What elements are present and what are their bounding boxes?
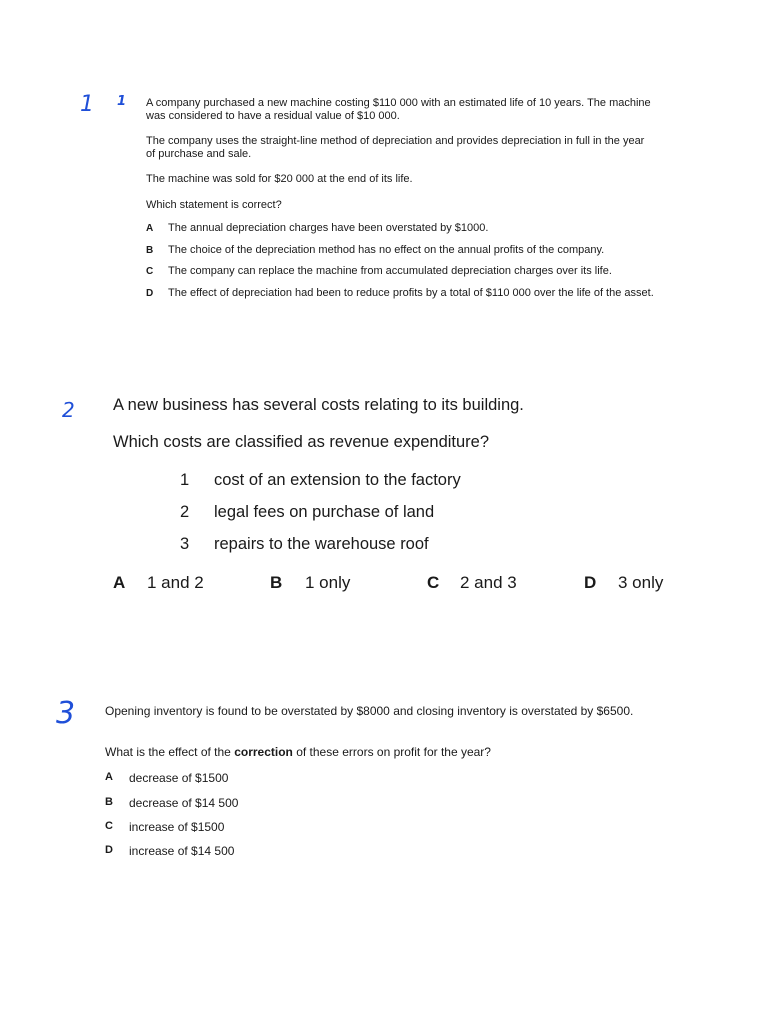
question-2-item-text: cost of an extension to the factory xyxy=(214,471,461,489)
handwritten-question-number: 2 xyxy=(62,398,75,422)
option-letter: A xyxy=(146,223,154,234)
answer-letter: A xyxy=(113,573,126,592)
item-number: 3 xyxy=(180,535,190,553)
question-3-intro: Opening inventory is found to be overstated by $8000 and closing inventory is overstated by $6500. xyxy=(105,704,634,718)
question-2-answer-a xyxy=(113,573,125,593)
option-letter: C xyxy=(146,266,154,277)
answer-letter: C xyxy=(427,573,440,592)
option-letter: C xyxy=(105,820,113,832)
question-2-intro: A new business has several costs relating to its building. xyxy=(113,396,524,414)
question-2-item xyxy=(180,535,189,554)
option-text: increase of $1500 xyxy=(129,820,225,834)
handwritten-question-number: 1 xyxy=(80,92,94,117)
option-text: increase of $14 500 xyxy=(129,844,235,858)
option-text: decrease of $1500 xyxy=(129,771,229,785)
prompt-start: What is the effect of the xyxy=(105,745,235,759)
question-2-item xyxy=(180,471,189,490)
question-1-sale: The machine was sold for $20 000 at the end of its life. xyxy=(146,173,413,185)
question-2-answer-c-text: 2 and 3 xyxy=(460,573,517,592)
item-number: 2 xyxy=(180,503,190,521)
answer-letter: B xyxy=(270,573,283,592)
option-letter: D xyxy=(105,844,113,856)
question-2-answer-d-text: 3 only xyxy=(618,573,664,592)
option-text: decrease of $14 500 xyxy=(129,796,239,810)
option-letter: A xyxy=(105,771,113,783)
question-1-intro: A company purchased a new machine costing $110 000 with an estimated life of 10 years. The machine was considered to have a residual value of $10 000. xyxy=(146,97,651,122)
question-3-prompt xyxy=(105,745,665,759)
option-letter: B xyxy=(105,796,113,808)
question-1-method: The company uses the straight-line method of depreciation and provides depreciation in full in the year of purchase and sale. xyxy=(146,135,645,160)
prompt-emphasis: correction xyxy=(234,745,293,759)
question-2-answer-a-text: 1 and 2 xyxy=(147,573,204,592)
question-2-answer-b xyxy=(270,573,282,593)
answer-letter: D xyxy=(584,573,597,592)
prompt-end: of these errors on profit for the year? xyxy=(292,745,491,759)
question-2-item xyxy=(180,503,189,522)
question-2-item-text: repairs to the warehouse roof xyxy=(214,535,429,553)
question-1-prompt: Which statement is correct? xyxy=(146,199,282,211)
option-letter: D xyxy=(146,288,154,299)
option-text: The company can replace the machine from accumulated depreciation charges over its life. xyxy=(168,265,612,277)
question-2-answer-b-text: 1 only xyxy=(305,573,351,592)
question-2-prompt: Which costs are classified as revenue expenditure? xyxy=(113,433,490,451)
option-text: The effect of depreciation had been to reduce profits by a total of $110 000 over the life of the asset. xyxy=(168,287,654,299)
handwritten-question-number: 3 xyxy=(56,696,76,731)
handwritten-mark: 1 xyxy=(117,94,127,109)
question-2-answer-c xyxy=(427,573,439,593)
option-text: The annual depreciation charges have been overstated by $1000. xyxy=(168,222,489,234)
question-2-item-text: legal fees on purchase of land xyxy=(214,503,435,521)
item-number: 1 xyxy=(180,471,190,489)
option-letter: B xyxy=(146,245,154,256)
option-text: The choice of the depreciation method has no effect on the annual profits of the company. xyxy=(168,244,605,256)
question-2-answer-d xyxy=(584,573,596,593)
